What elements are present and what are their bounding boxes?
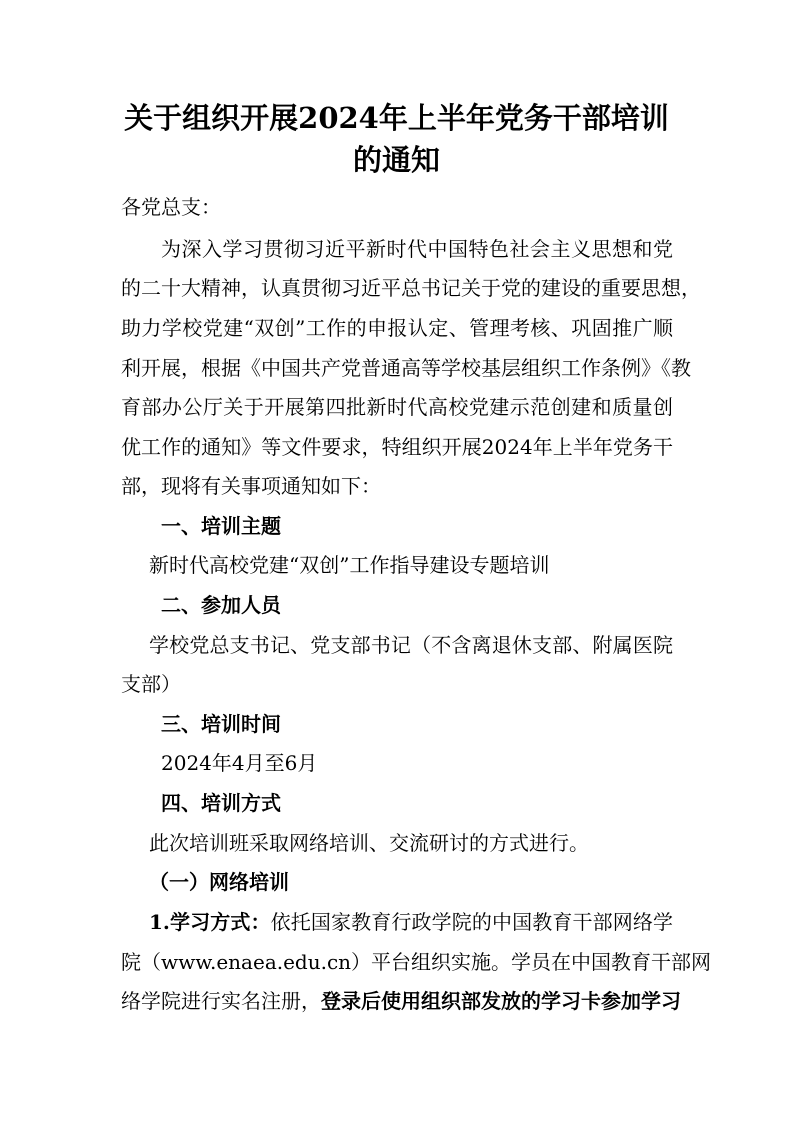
item-1-label: 1.学习方式： (149, 910, 271, 934)
document-title-line-2: 的通知 (352, 143, 440, 177)
salutation: 各党总支： (121, 195, 221, 219)
document-title-line-1: 关于组织开展2024年上半年党务干部培训 (124, 101, 669, 135)
section-1-content: 新时代高校党建“双创”工作指导建设专题培训 (149, 553, 550, 577)
intro-line-3: 助力学校党建“双创”工作的申报认定、管理考核、巩固推广顺 (121, 316, 673, 340)
item-1-line-2: 院（www.enaea.edu.cn）平台组织实施。学员在中国教育干部网 (121, 950, 712, 974)
intro-line-5: 育部办公厅关于开展第四批新时代高校党建示范创建和质量创 (121, 395, 673, 419)
item-1-line-1 (149, 908, 673, 936)
section-3-content: 2024年4月至6月 (161, 751, 318, 775)
item-1-line-3-text: 络学院进行实名注册， (121, 989, 321, 1013)
section-3-heading: 三、培训时间 (161, 712, 281, 736)
intro-line-6: 优工作的通知》等文件要求，特组织开展2024年上半年党务干 (121, 435, 673, 459)
item-1-line-1-text: 依托国家教育行政学院的中国教育干部网络学 (270, 910, 674, 934)
intro-line-7: 部，现将有关事项通知如下： (121, 474, 381, 498)
section-1-heading: 一、培训主题 (161, 514, 281, 538)
item-1-line-3-bold: 登录后使用组织部发放的学习卡参加学习 (321, 989, 681, 1013)
intro-line-4: 利开展，根据《中国共产党普通高等学校基层组织工作条例》《教 (121, 356, 691, 380)
section-4-sub-heading: （一）网络培训 (149, 870, 289, 894)
section-2-heading: 二、参加人员 (161, 593, 281, 617)
section-2-content-line-2: 支部） (121, 672, 181, 696)
section-4-heading: 四、培训方式 (161, 791, 281, 815)
section-4-content: 此次培训班采取网络培训、交流研讨的方式进行。 (149, 831, 589, 855)
intro-line-1: 为深入学习贯彻习近平新时代中国特色社会主义思想和党 (161, 237, 673, 261)
section-2-content-line-1: 学校党总支书记、党支部书记（不含离退休支部、附属医院 (149, 633, 673, 657)
item-1-line-3 (121, 987, 681, 1015)
intro-line-2: 的二十大精神，认真贯彻习近平总书记关于党的建设的重要思想， (121, 276, 701, 300)
